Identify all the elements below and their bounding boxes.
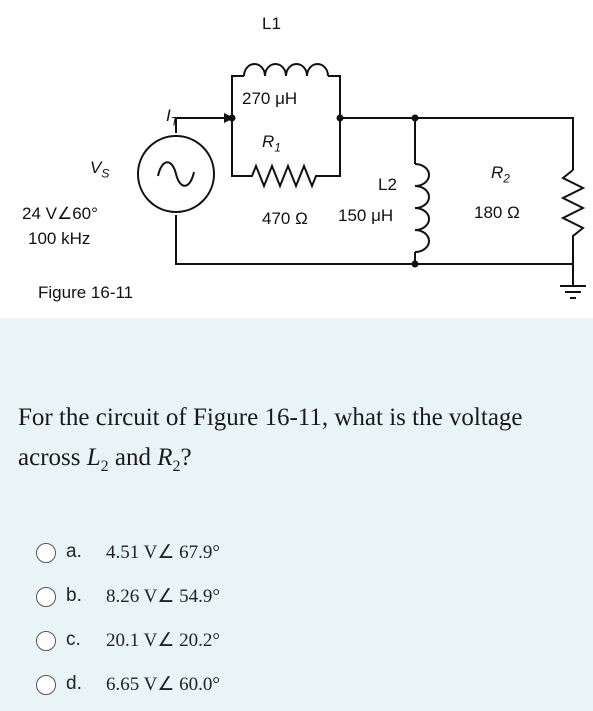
option-text: 6.65 V∠ 60.0° [106,674,221,695]
option-b[interactable] [36,579,436,623]
option-c[interactable] [36,623,436,667]
option-text: 20.1 V∠ 20.2° [106,630,221,651]
question-text: For the circuit of Figure 16-11, what is the voltage across $L_2$ and $R_2$? [18,404,523,475]
vs-frequency: 100 kHz [28,229,91,248]
circuit-figure [0,0,593,318]
l2-label: L2 [378,175,397,194]
inductor-l2 [415,164,429,252]
r2-label: $R_2$ [491,163,510,186]
option-letter: c. [66,629,81,650]
wire-top [176,76,244,133]
junction-dot [337,115,344,122]
r1-label: $R_1$ [262,132,281,155]
radio-button[interactable] [36,543,56,563]
r2-value: 180 Ω [474,203,520,222]
wire-parallel-right [324,118,340,176]
l2-value: 150 μH [338,206,394,225]
junction-dot [412,115,419,122]
option-text: 8.26 V∠ 54.9° [106,586,221,607]
option-a[interactable] [36,535,436,579]
option-text: 4.51 V∠ 67.9° [106,542,221,563]
junction-dot [229,115,236,122]
current-label: $I_T$ [166,106,179,129]
option-letter: a. [66,541,82,562]
figure-caption: Figure 16-11 [38,283,134,302]
vs-label: $V_S$ [90,158,110,181]
radio-button[interactable] [36,631,56,651]
option-letter: d. [66,673,82,694]
circuit-schematic [0,0,593,318]
resistor-r1 [244,166,324,186]
option-d[interactable] [36,667,436,711]
l1-value: 270 μH [242,89,298,108]
junction-dot [412,261,419,268]
r1-value: 470 Ω [262,209,308,228]
option-letter: b. [66,585,82,606]
radio-button[interactable] [36,675,56,695]
ground-symbol [560,286,586,298]
sine-symbol [158,162,194,186]
wire-l1-right [328,76,573,170]
l1-label: L1 [262,14,281,33]
vs-value: 24 V∠60° [22,204,98,223]
radio-button[interactable] [36,587,56,607]
wire-parallel-left [232,118,244,176]
resistor-r2 [563,170,583,286]
inductor-l1 [244,64,328,76]
answer-options [36,535,436,711]
